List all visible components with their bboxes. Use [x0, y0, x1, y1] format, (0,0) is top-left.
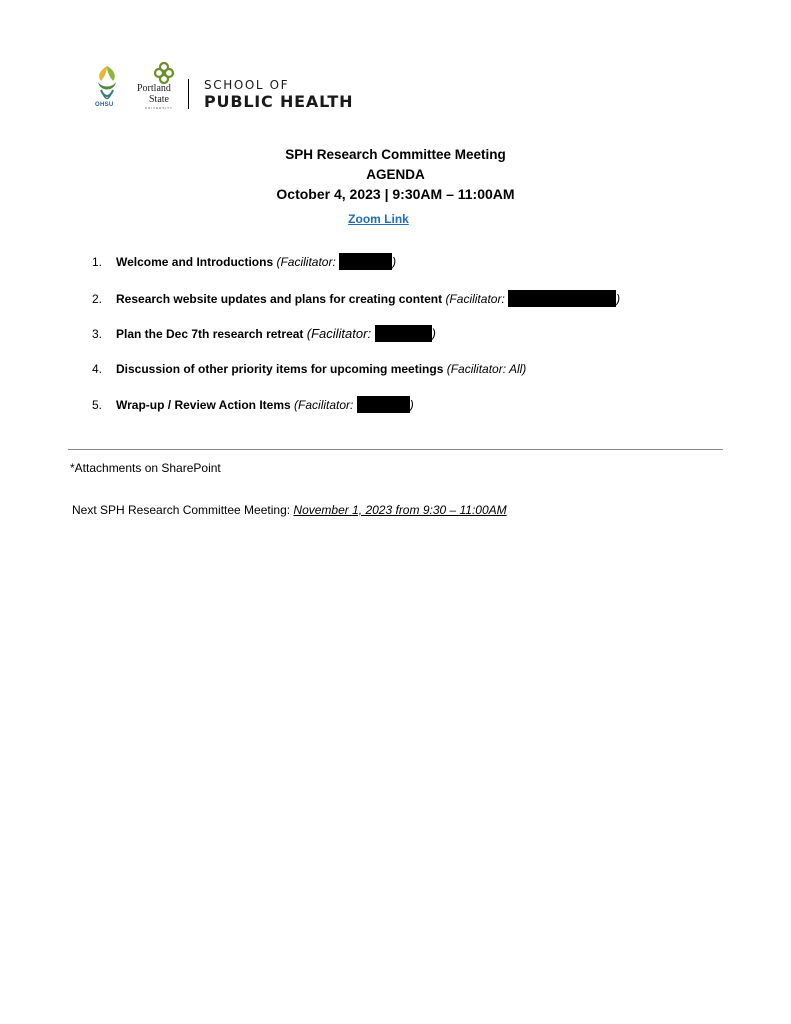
psu-knot-icon: [151, 62, 177, 84]
ohsu-wordmark: OHSU: [95, 102, 114, 108]
portland-state-logo: [133, 62, 177, 110]
agenda-item-title: Wrap-up / Review Action Items: [116, 398, 291, 412]
agenda-heading: AGENDA: [366, 167, 425, 182]
facilitator-suffix: ): [616, 292, 621, 306]
facilitator-prefix: (Facilitator:: [306, 326, 375, 341]
agenda-item-1: [92, 253, 396, 270]
agenda-item-number: 2.: [92, 292, 103, 306]
agenda-item-4: [92, 361, 526, 377]
attachments-note: *Attachments on SharePoint: [70, 461, 221, 475]
agenda-item-title: Research website updates and plans for creating content: [116, 292, 443, 306]
facilitator-prefix: (Facilitator:: [276, 255, 340, 269]
agenda-item-title: Plan the Dec 7th research retreat: [116, 327, 304, 341]
facilitator-redaction: [375, 325, 432, 342]
facilitator-redaction: [508, 290, 616, 307]
facilitator-suffix: ): [431, 326, 437, 341]
agenda-item-5: [92, 396, 414, 413]
agenda-item-3: [92, 325, 436, 342]
section-divider: [68, 449, 723, 450]
next-meeting-datetime: November 1, 2023 from 9:30 – 11:00AM: [293, 503, 507, 517]
next-meeting-line: [72, 503, 507, 517]
next-meeting-label: Next SPH Research Committee Meeting:: [72, 503, 294, 517]
facilitator-suffix: ): [392, 255, 397, 269]
agenda-item-number: 4.: [92, 362, 103, 376]
facilitator-redaction: [357, 396, 410, 413]
agenda-item-number: 1.: [92, 255, 103, 269]
psu-wordmark-line2: State: [149, 94, 169, 105]
agenda-item-2: [92, 290, 620, 307]
facilitator-prefix: (Facilitator:: [445, 292, 509, 306]
school-name-line2: PUBLIC HEALTH: [204, 92, 354, 111]
meeting-date-time: October 4, 2023 | 9:30AM – 11:00AM: [276, 186, 515, 202]
zoom-link[interactable]: Zoom Link: [348, 212, 409, 226]
agenda-item-title: Welcome and Introductions: [116, 255, 274, 269]
psu-wordmark-line3: UNIVERSITY: [145, 106, 174, 110]
facilitator-suffix: ): [522, 362, 527, 376]
ohsu-leaf-icon: [92, 64, 122, 102]
facilitator-redaction: [339, 253, 392, 270]
facilitator-name: All: [508, 362, 523, 376]
ohsu-logo: [92, 64, 122, 110]
school-name-line1: SCHOOL OF: [204, 78, 290, 92]
agenda-item-title: Discussion of other priority items for upcoming meetings: [116, 362, 444, 376]
psu-wordmark-line1: Portland: [137, 83, 171, 94]
facilitator-prefix: (Facilitator:: [446, 362, 509, 376]
facilitator-prefix: (Facilitator:: [294, 398, 357, 412]
agenda-item-number: 5.: [92, 398, 103, 412]
logo-divider: [188, 79, 189, 109]
facilitator-suffix: ): [409, 398, 414, 412]
meeting-title: SPH Research Committee Meeting: [285, 147, 506, 162]
agenda-item-number: 3.: [92, 327, 103, 341]
